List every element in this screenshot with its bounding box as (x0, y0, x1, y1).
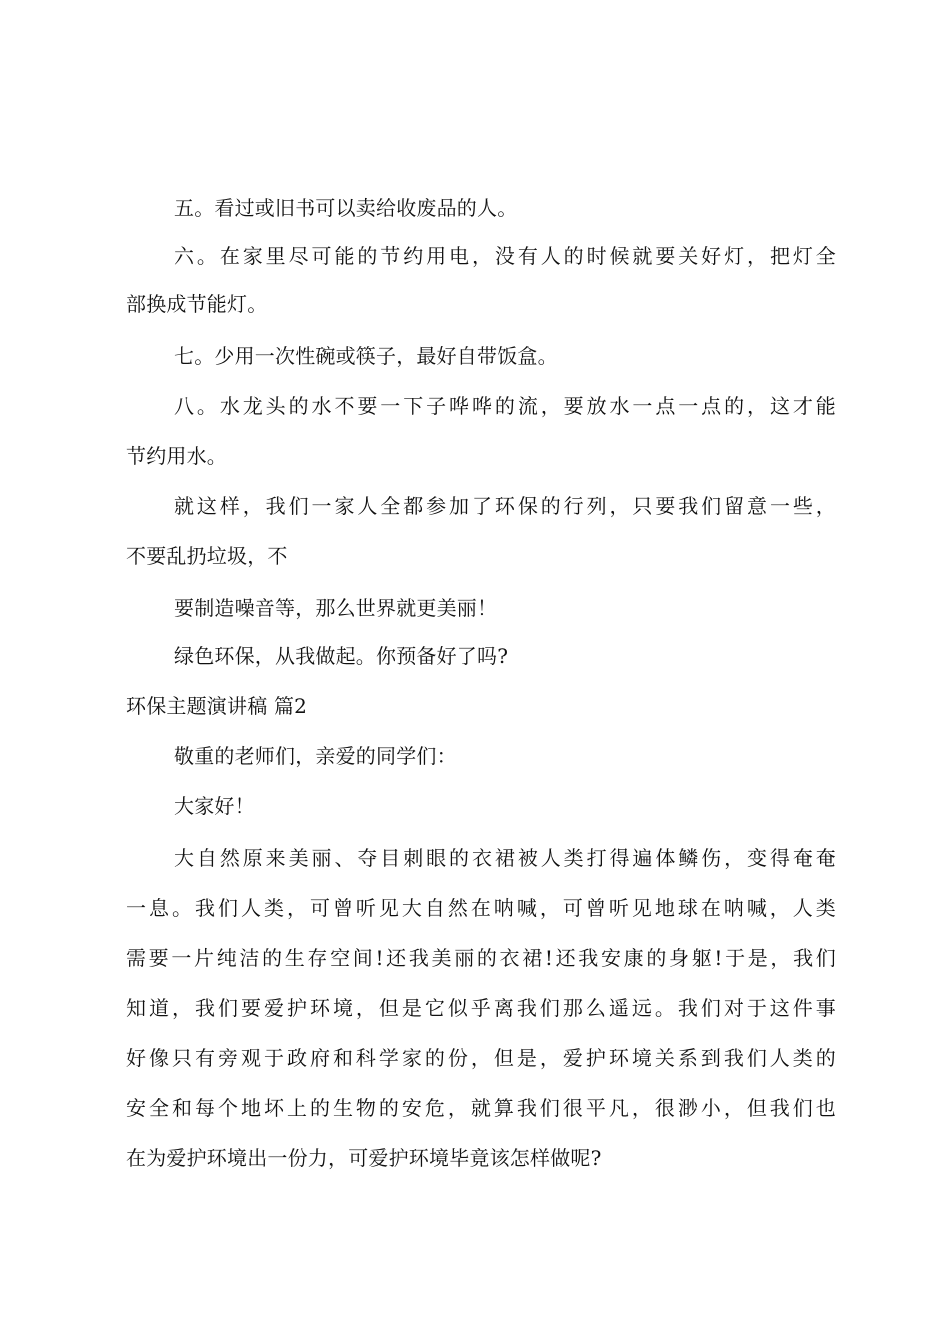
speech-paragraph-line-1: 大自然原来美丽、夺目刺眼的衣裙被人类打得遍体鳞伤，变得奄奄 (174, 846, 836, 870)
paragraph-line-conclusion-b: 不要乱扔垃圾，不 (126, 544, 288, 568)
speech-paragraph-line-4: 知道，我们要爱护环境，但是它似乎离我们那么遥远。我们对于这件事 (126, 996, 836, 1020)
speech-paragraph-line-7: 在为爱护环境出一份力，可爱护环境毕竟该怎样做呢? (126, 1146, 602, 1170)
paragraph-line-tip-5: 五。看过或旧书可以卖给收废品的人。 (174, 196, 518, 220)
paragraph-line-tip-8-b: 节约用水。 (126, 444, 227, 468)
paragraph-line-slogan: 绿色环保，从我做起。你预备好了吗? (174, 644, 509, 668)
paragraph-line-conclusion-a: 就这样，我们一家人全都参加了环保的行列，只要我们留意一些， (174, 494, 836, 518)
paragraph-line-tip-6-b: 部换成节能灯。 (126, 292, 268, 316)
speech-paragraph-line-5: 好像只有旁观于政府和科学家的份，但是，爱护环境关系到我们人类的 (126, 1046, 836, 1070)
speech-greeting-audience: 敬重的老师们，亲爱的同学们： (174, 744, 457, 768)
speech-paragraph-line-2: 一息。我们人类，可曾听见大自然在呐喊，可曾听见地球在呐喊，人类 (126, 896, 836, 920)
paragraph-line-tip-8-a: 八。水龙头的水不要一下子哗哗的流，要放水一点一点的，这才能 (174, 394, 836, 418)
paragraph-line-tip-7: 七。少用一次性碗或筷子，最好自带饭盒。 (174, 344, 558, 368)
section-heading: 环保主题演讲稿 篇2 (126, 694, 308, 718)
paragraph-line-conclusion-c: 要制造噪音等，那么世界就更美丽！ (174, 596, 498, 620)
paragraph-line-tip-6-a: 六。在家里尽可能的节约用电，没有人的时候就要关好灯，把灯全 (174, 244, 836, 268)
speech-paragraph-line-3: 需要一片纯洁的生存空间!还我美丽的衣裙!还我安康的身躯!于是，我们 (126, 946, 836, 970)
speech-paragraph-line-6: 安全和每个地坏上的生物的安危，就算我们很平凡，很渺小，但我们也 (126, 1096, 836, 1120)
speech-greeting-hello: 大家好！ (174, 794, 255, 818)
